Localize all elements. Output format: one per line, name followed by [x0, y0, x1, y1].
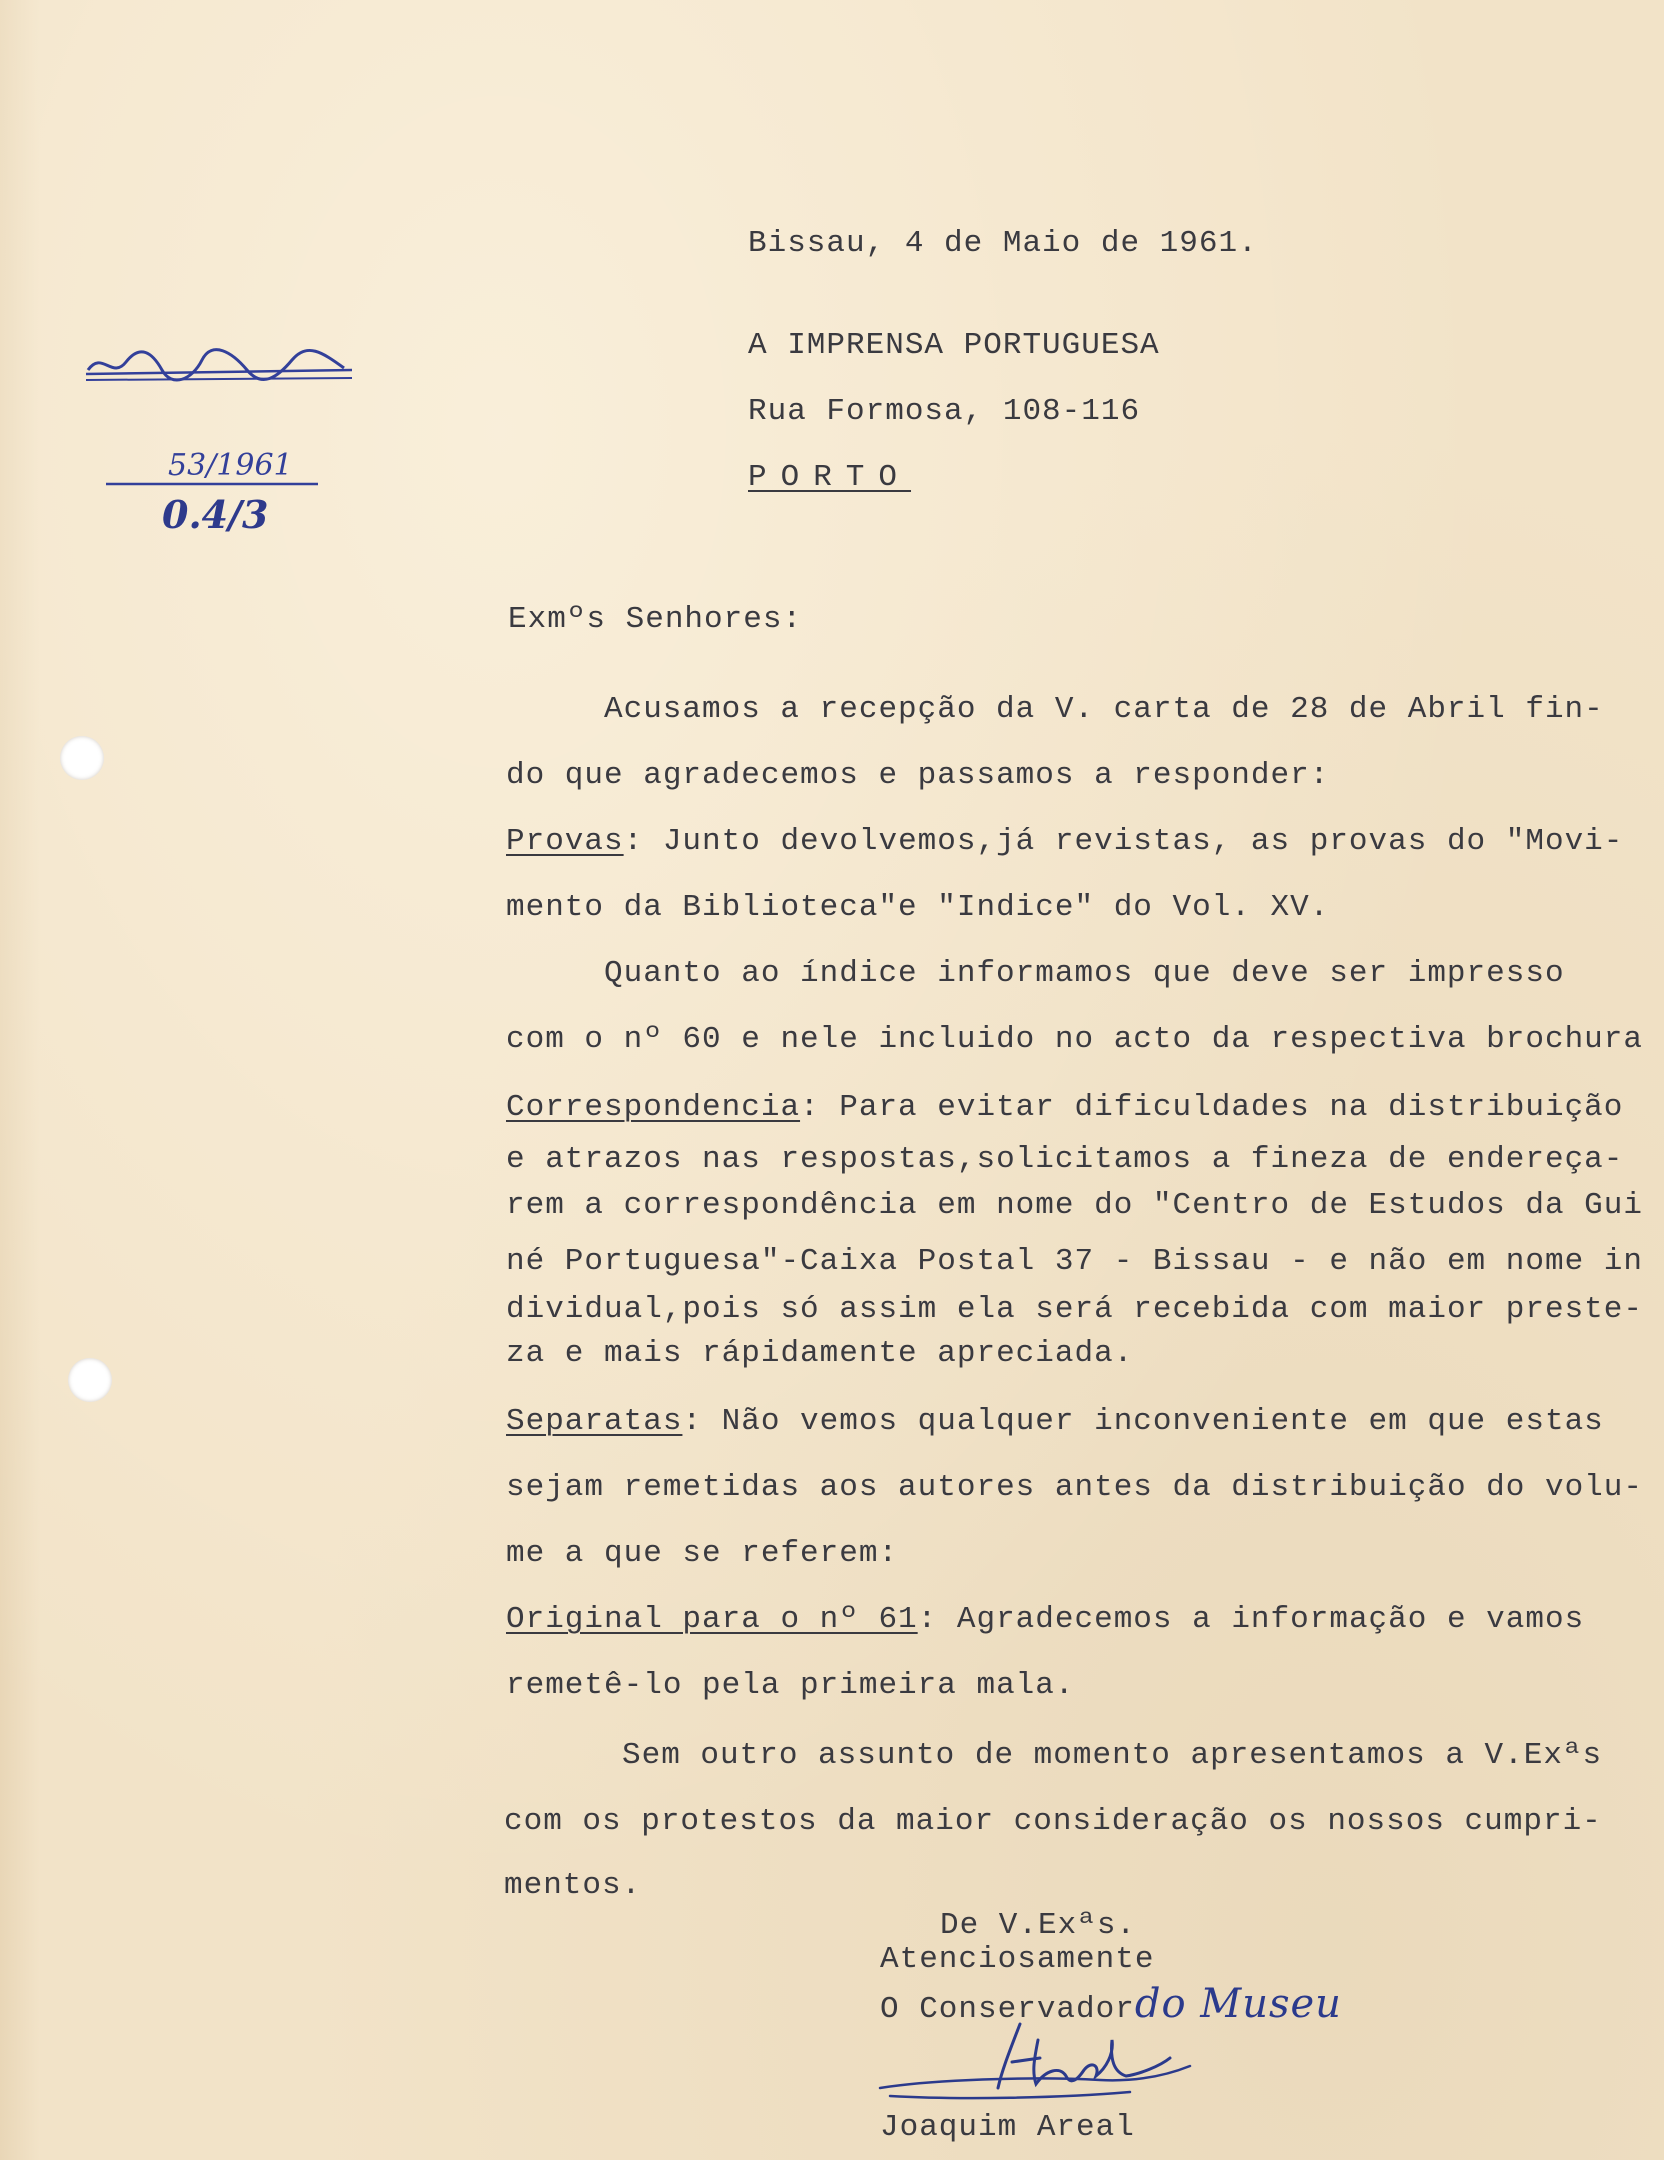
paragraph-line: remetê-lo pela primeira mala. — [506, 1668, 1075, 1703]
signatory-name: Joaquim Areal — [880, 2110, 1135, 2145]
paragraph-line: Sem outro assunto de momento apresentamos a V.Exªs — [622, 1738, 1603, 1773]
recipient-name: A IMPRENSA PORTUGUESA — [748, 328, 1160, 363]
recipient-street: Rua Formosa, 108-116 — [748, 394, 1141, 429]
paragraph-line: com os protestos da maior consideração os nossos cumpri- — [504, 1804, 1602, 1839]
paragraph-line: né Portuguesa"-Caixa Postal 37 - Bissau - e não em nome in — [506, 1244, 1643, 1279]
archive-code: 0.4/3 — [162, 492, 269, 537]
paragraph-line: dividual,pois só assim ela será recebida com maior preste- — [506, 1292, 1643, 1327]
correspondencia-line: Correspondencia: Para evitar dificuldades na distribuição — [506, 1090, 1624, 1125]
original-line: Original para o nº 61: Agradecemos a informação e vamos — [506, 1602, 1585, 1637]
provas-heading: Provas — [506, 824, 624, 859]
paragraph-line: rem a correspondência em nome do "Centro de Estudos da Gui — [506, 1188, 1643, 1223]
archive-number-underline — [106, 478, 326, 490]
punch-hole-bottom — [68, 1358, 112, 1402]
provas-line: Provas: Junto devolvemos,já revistas, as provas do "Movi- — [506, 824, 1624, 859]
paragraph-line: Acusamos a recepção da V. carta de 28 de Abril fin- — [604, 692, 1604, 727]
recipient-city: PORTO — [748, 460, 912, 495]
signoff-title: O Conservadordo Museu — [880, 1981, 1342, 2027]
correspondencia-heading: Correspondencia — [506, 1090, 801, 1125]
original-heading: Original para o nº 61 — [506, 1602, 918, 1637]
paragraph-line: do que agradecemos e passamos a responder: — [506, 758, 1330, 793]
signoff-line: Atenciosamente — [880, 1942, 1155, 1977]
punch-hole-top — [60, 736, 104, 780]
separatas-heading: Separatas — [506, 1404, 683, 1439]
paragraph-line: me a que se referem: — [506, 1536, 899, 1571]
paragraph-line: e atrazos nas respostas,solicitamos a fineza de endereça- — [506, 1142, 1624, 1177]
paragraph-line: za e mais rápidamente apreciada. — [506, 1336, 1134, 1371]
salutation: Exmºs Senhores: — [508, 602, 803, 637]
paragraph-line: Quanto ao índice informamos que deve ser impresso — [604, 956, 1565, 991]
separatas-line: Separatas: Não vemos qualquer inconveniente em que estas — [506, 1404, 1604, 1439]
handwritten-addition: do Museu — [1134, 1981, 1342, 2027]
archive-number: 53/1961 — [168, 448, 293, 483]
signoff-line: De V.Exªs. — [940, 1908, 1137, 1943]
crossed-out-annotation — [82, 340, 362, 400]
paragraph-line: mentos. — [504, 1868, 642, 1903]
paragraph-line: com o nº 60 e nele incluido no acto da respectiva brochura — [506, 1022, 1643, 1057]
paragraph-line: sejam remetidas aos autores antes da distribuição do volu- — [506, 1470, 1643, 1505]
date-line: Bissau, 4 de Maio de 1961. — [748, 226, 1258, 261]
paragraph-line: mento da Biblioteca"e "Indice" do Vol. XV. — [506, 890, 1330, 925]
signature — [870, 2010, 1230, 2110]
